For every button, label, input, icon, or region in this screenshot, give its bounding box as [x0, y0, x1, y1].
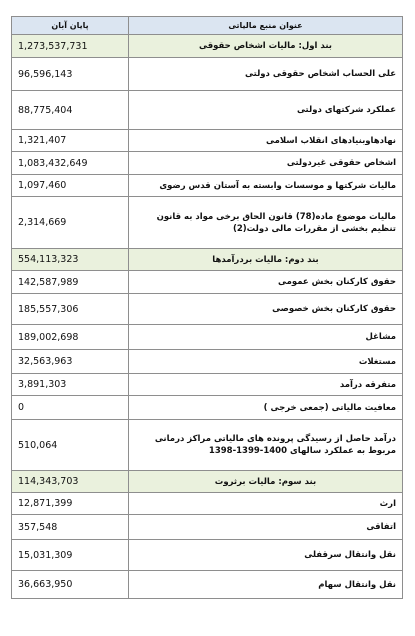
amount-cell: 1,083,432,649 [12, 152, 129, 175]
table-row [12, 374, 403, 396]
table-row [12, 175, 403, 197]
section-row [12, 471, 403, 493]
tax-source-label: اتفاقی [129, 515, 403, 540]
table-row [12, 152, 403, 175]
amount-cell: 142,587,989 [12, 271, 129, 294]
title-column-header: عنوان منبع مالیاتی [129, 17, 403, 35]
table-row [12, 91, 403, 130]
amount-cell: 12,871,399 [12, 493, 129, 515]
tax-source-label: نقل وانتقال سرقفلی [129, 540, 403, 571]
table-row [12, 130, 403, 152]
amount-cell: 32,563,963 [12, 350, 129, 374]
tax-source-label: عملکرد شرکتهای دولتی [129, 91, 403, 130]
section-total-value: 114,343,703 [12, 471, 129, 493]
section-row [12, 35, 403, 58]
table-body [12, 35, 403, 599]
tax-source-label: مالیات شرکتها و موسسات وابسته به آستان قدس رضوی [129, 175, 403, 197]
tax-source-label: حقوق کارکنان بخش عمومی [129, 271, 403, 294]
amount-cell: 189,002,698 [12, 325, 129, 350]
tax-source-label: مشاغل [129, 325, 403, 350]
tax-source-label: معافیت مالیاتی (جمعی خرجی ) [129, 396, 403, 420]
table-row [12, 294, 403, 325]
amount-cell: 3,891,303 [12, 374, 129, 396]
amount-column-header: پایان آبان [12, 17, 129, 35]
tax-source-label: نهادهاوبنیادهای انقلاب اسلامی [129, 130, 403, 152]
table-row [12, 58, 403, 91]
amount-cell: 185,557,306 [12, 294, 129, 325]
table-header-row [12, 17, 403, 35]
table-row [12, 325, 403, 350]
table-row [12, 350, 403, 374]
table-row [12, 540, 403, 571]
table-row [12, 271, 403, 294]
amount-cell: 1,321,407 [12, 130, 129, 152]
tax-source-label: اشخاص حقوقی غیردولتی [129, 152, 403, 175]
table-row [12, 515, 403, 540]
table-row [12, 396, 403, 420]
tax-source-label: حقوق کارکنان بخش خصوصی [129, 294, 403, 325]
section-row [12, 249, 403, 271]
amount-cell: 15,031,309 [12, 540, 129, 571]
amount-cell: 88,775,404 [12, 91, 129, 130]
amount-cell: 357,548 [12, 515, 129, 540]
tax-source-label: ارث [129, 493, 403, 515]
amount-cell: 510,064 [12, 420, 129, 471]
amount-cell: 0 [12, 396, 129, 420]
tax-revenue-table [11, 16, 403, 599]
section-total-value: 1,273,537,731 [12, 35, 129, 58]
section-title: بند دوم: مالیات بردرآمدها [129, 249, 403, 271]
section-title: بند اول: مالیات اشخاص حقوقی [129, 35, 403, 58]
table-row [12, 571, 403, 599]
table-row [12, 197, 403, 249]
section-total-value: 554,113,323 [12, 249, 129, 271]
amount-cell: 2,314,669 [12, 197, 129, 249]
tax-source-label: متفرقه درآمد [129, 374, 403, 396]
table-row [12, 420, 403, 471]
section-title: بند سوم: مالیات برثروت [129, 471, 403, 493]
tax-source-label: مالیات موضوع ماده(78) قانون الحاق برخی مواد به قانون تنظیم بخشی از مقررات مالی دولت(2) [129, 197, 403, 249]
tax-source-label: علی الحساب اشخاص حقوقی دولتی [129, 58, 403, 91]
tax-revenue-table-container [11, 16, 402, 599]
tax-source-label: درآمد حاصل از رسیدگی پرونده های مالیاتی مراکز درمانی مربوط به عملکرد سالهای 1400-1399-1398 [129, 420, 403, 471]
amount-cell: 36,663,950 [12, 571, 129, 599]
amount-cell: 96,596,143 [12, 58, 129, 91]
tax-source-label: مستغلات [129, 350, 403, 374]
table-row [12, 493, 403, 515]
amount-cell: 1,097,460 [12, 175, 129, 197]
tax-source-label: نقل وانتقال سهام [129, 571, 403, 599]
